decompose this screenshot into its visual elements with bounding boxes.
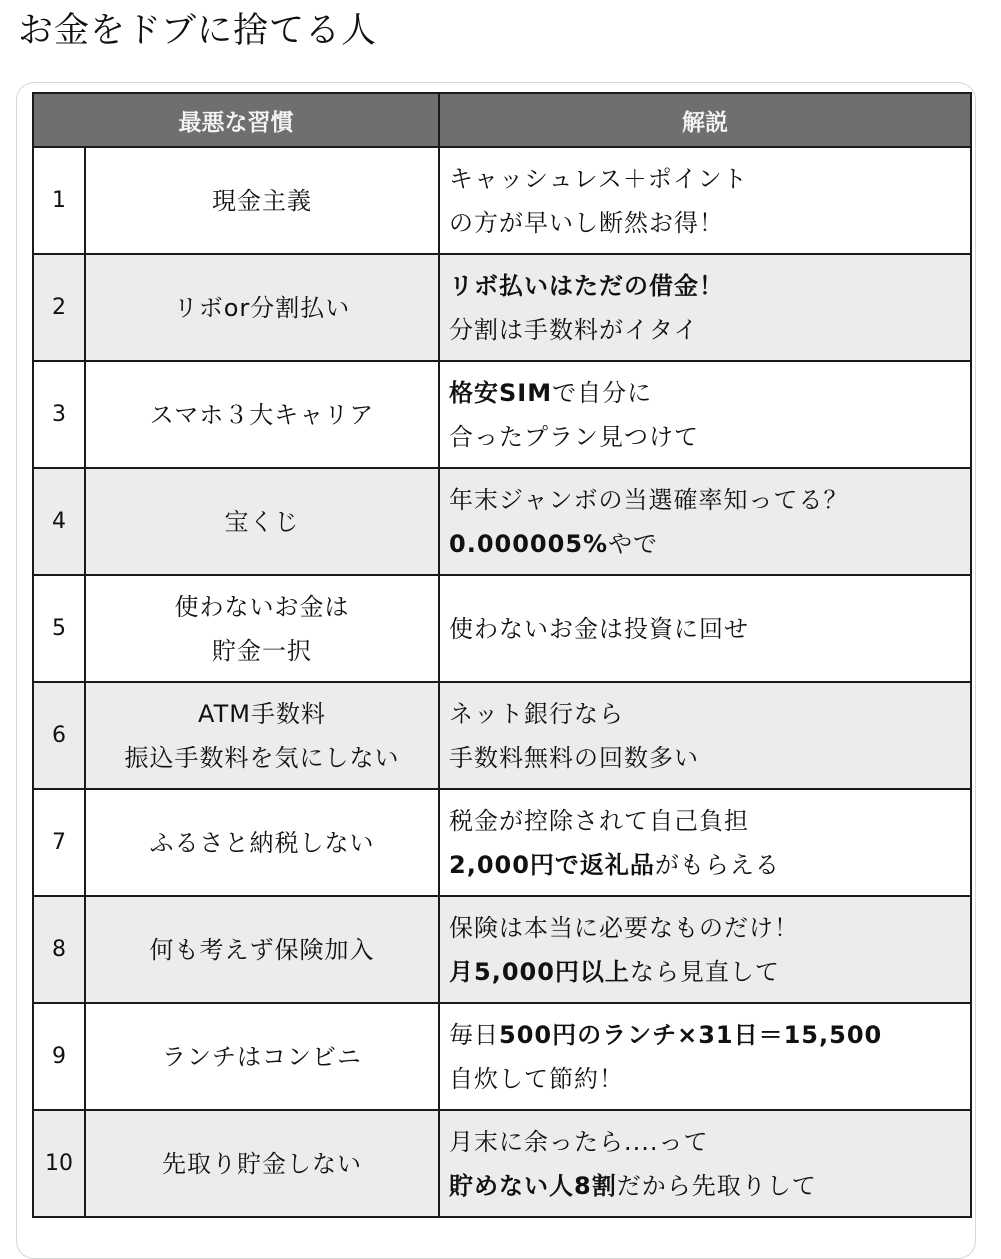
explanation-line — [449, 201, 970, 245]
habit-cell — [85, 896, 439, 1003]
explanation-line — [449, 906, 970, 950]
habit-line: 貯金一択 — [212, 636, 312, 665]
explanation-text: 年末ジャンボの当選確率知ってる？ — [449, 485, 849, 514]
explanation-line — [449, 415, 970, 459]
explanation-cell — [439, 682, 971, 789]
table-row — [33, 361, 971, 468]
row-number: 1 — [33, 147, 85, 254]
row-number: 7 — [33, 789, 85, 896]
row-number: 3 — [33, 361, 85, 468]
explanation-text: ネット銀行なら — [449, 699, 624, 728]
explanation-line — [449, 692, 970, 736]
table-row — [33, 1003, 971, 1110]
habit-line: 先取り貯金しない — [162, 1149, 362, 1178]
row-number: 9 — [33, 1003, 85, 1110]
row-number: 6 — [33, 682, 85, 789]
explanation-bold-text: 2,000円で返礼品 — [449, 850, 655, 879]
explanation-line — [449, 736, 970, 780]
explanation-line — [449, 1013, 970, 1057]
post-image[interactable] — [16, 82, 976, 1259]
habit-cell — [85, 575, 439, 682]
explanation-cell — [439, 896, 971, 1003]
explanation-line — [449, 1164, 970, 1208]
explanation-cell — [439, 789, 971, 896]
explanation-bold-text: 格安SIM — [449, 378, 553, 407]
explanation-text: だから先取りして — [616, 1171, 817, 1200]
explanation-text: 自炊して節約！ — [449, 1064, 624, 1093]
habit-line: 宝くじ — [224, 507, 300, 536]
habit-line: ふるさと納税しない — [149, 828, 375, 857]
habit-cell — [85, 361, 439, 468]
habit-cell — [85, 468, 439, 575]
table-row — [33, 1110, 971, 1217]
explanation-text: 保険は本当に必要なものだけ！ — [449, 913, 799, 942]
explanation-bold-text: 貯めない人8割 — [449, 1171, 617, 1200]
explanation-line — [449, 522, 970, 566]
table-row — [33, 682, 971, 789]
explanation-line — [449, 843, 970, 887]
habit-line: 使わないお金は — [174, 592, 350, 621]
explanation-text: で自分に — [552, 378, 653, 407]
row-number: 10 — [33, 1110, 85, 1217]
explanation-line — [449, 607, 970, 651]
explanation-bold-text: 月5,000円以上 — [449, 957, 630, 986]
habit-line: ATM手数料 — [198, 699, 326, 728]
row-number: 5 — [33, 575, 85, 682]
explanation-text: 月末に余ったら....って — [449, 1127, 709, 1156]
explanation-text: やで — [608, 529, 659, 558]
header-explanation: 解説 — [439, 93, 971, 147]
explanation-line — [449, 308, 970, 352]
habit-line: 何も考えず保険加入 — [149, 935, 375, 964]
explanation-text: がもらえる — [654, 850, 780, 879]
explanation-text: なら見直して — [629, 957, 780, 986]
explanation-bold-text: 500円のランチ×31日＝15,500 — [499, 1020, 883, 1049]
explanation-text: 合ったプラン見つけて — [449, 422, 699, 451]
explanation-text: の方が早いし断然お得！ — [449, 208, 724, 237]
table-row — [33, 789, 971, 896]
explanation-text: キャッシュレス＋ポイント — [449, 164, 748, 193]
explanation-cell — [439, 575, 971, 682]
row-number: 8 — [33, 896, 85, 1003]
explanation-text: 手数料無料の回数多い — [449, 743, 699, 772]
post-text: お金をドブに捨てる人 — [18, 11, 377, 51]
explanation-text: 税金が控除されて自己負担 — [449, 806, 749, 835]
explanation-line — [449, 371, 970, 415]
explanation-line — [449, 950, 970, 994]
explanation-line — [449, 799, 970, 843]
explanation-cell — [439, 1003, 971, 1110]
table-row — [33, 254, 971, 361]
explanation-line — [449, 478, 970, 522]
habit-line: 振込手数料を気にしない — [124, 743, 400, 772]
habit-line: 現金主義 — [212, 186, 312, 215]
table-row — [33, 575, 971, 682]
table-header-row — [33, 93, 971, 147]
habit-line: リボor分割払い — [173, 293, 351, 322]
habit-cell — [85, 1003, 439, 1110]
explanation-line — [449, 264, 970, 308]
table-row — [33, 468, 971, 575]
table-row — [33, 896, 971, 1003]
habit-cell — [85, 1110, 439, 1217]
habit-cell — [85, 254, 439, 361]
explanation-cell — [439, 254, 971, 361]
explanation-cell — [439, 1110, 971, 1217]
habit-line: ランチはコンビニ — [162, 1042, 362, 1071]
explanation-text: 分割は手数料がイタイ — [449, 315, 699, 344]
explanation-cell — [439, 468, 971, 575]
explanation-cell — [439, 361, 971, 468]
explanation-cell — [439, 147, 971, 254]
explanation-text: 毎日 — [449, 1020, 499, 1049]
habit-cell — [85, 147, 439, 254]
habit-cell — [85, 682, 439, 789]
row-number: 2 — [33, 254, 85, 361]
habit-cell — [85, 789, 439, 896]
explanation-bold-text: 0.000005% — [449, 529, 609, 558]
explanation-line — [449, 157, 970, 201]
habits-table — [32, 92, 972, 1218]
explanation-bold-text: リボ払いはただの借金！ — [449, 271, 724, 300]
habit-line: スマホ３大キャリア — [149, 400, 375, 429]
explanation-text: 使わないお金は投資に回せ — [449, 614, 749, 643]
explanation-line — [449, 1120, 970, 1164]
table-row — [33, 147, 971, 254]
header-habit: 最悪な習慣 — [33, 93, 439, 147]
row-number: 4 — [33, 468, 85, 575]
explanation-line — [449, 1057, 970, 1101]
